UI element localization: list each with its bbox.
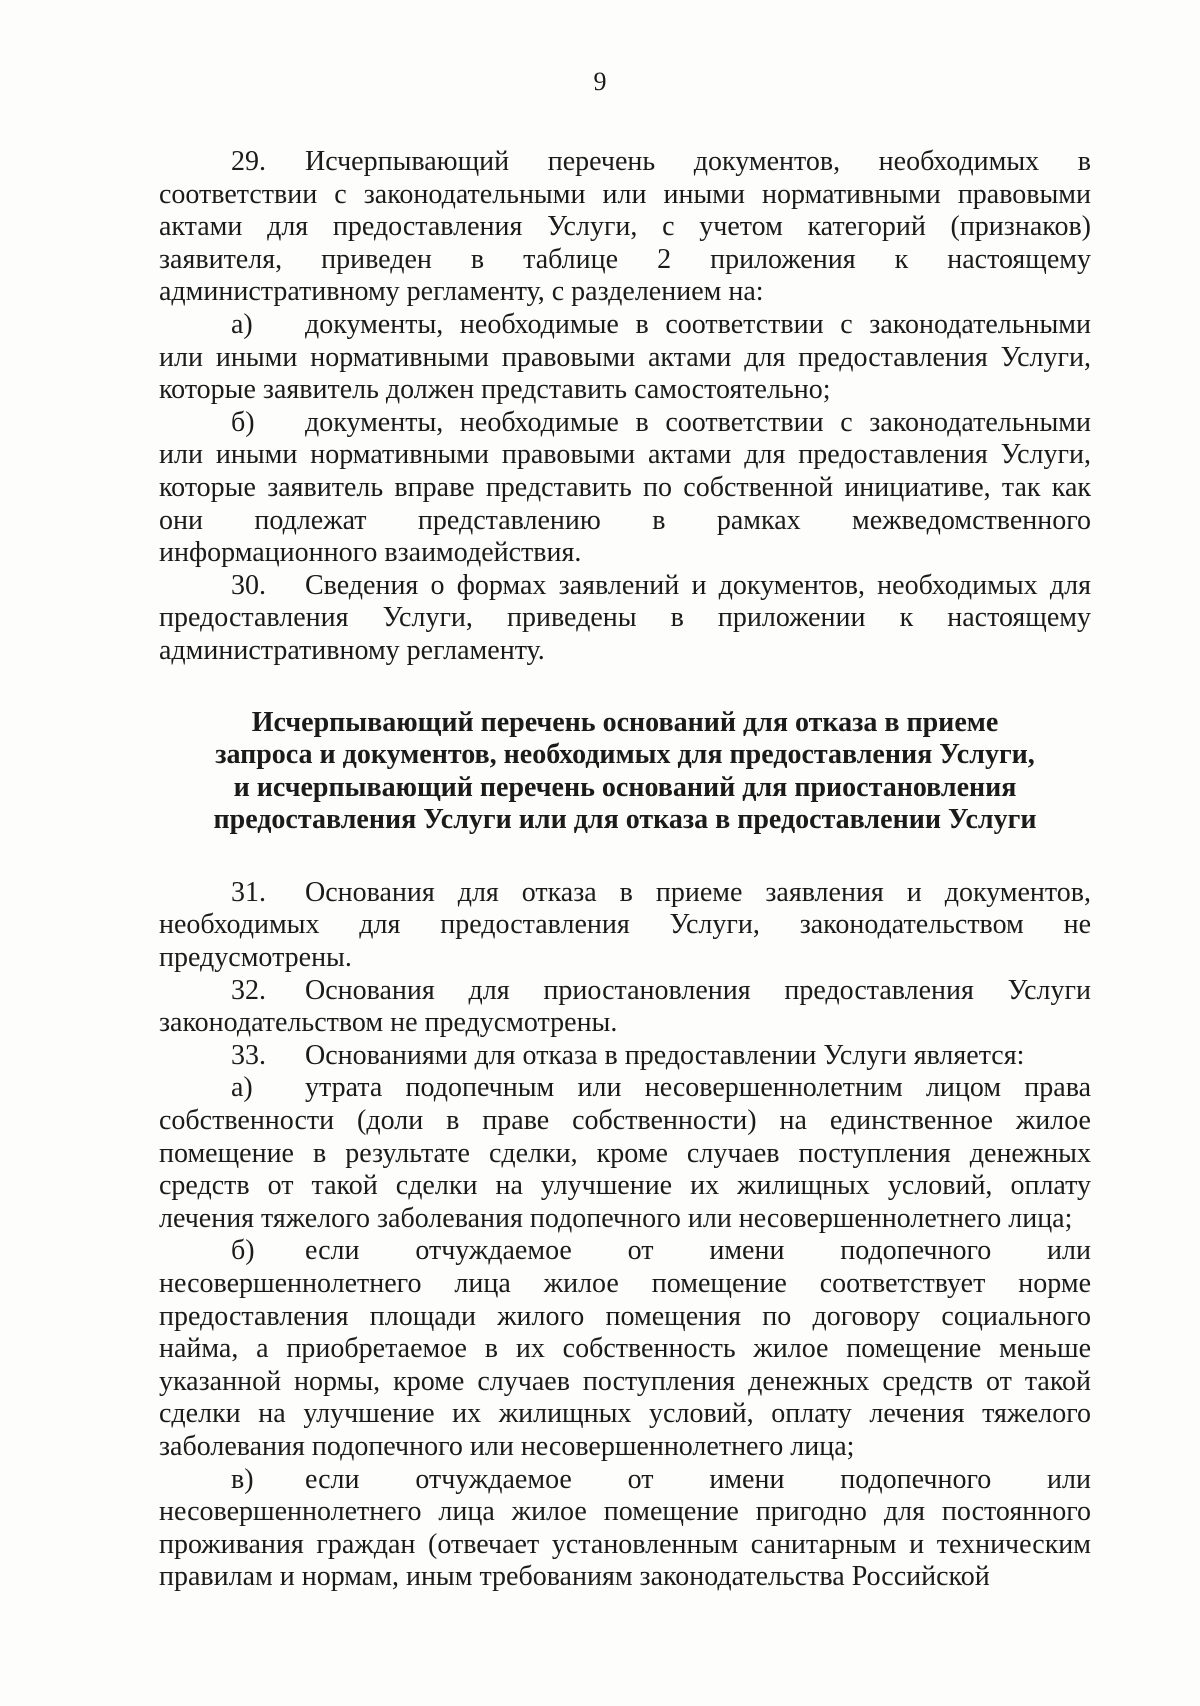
- paragraph-text: Основания для отказа в приеме заявления и документов, необходимых для предоставления Услуги, законодательством не предусмотрены.: [159, 876, 1091, 974]
- paragraph-33-b: [159, 1235, 1091, 1463]
- paragraph-33-v: [159, 1464, 1091, 1594]
- paragraph-text: утрата подопечным или несовершеннолетним лицом права собственности (доли в праве собственности) на единственное жилое помещение в результате сделки, кроме случаев поступления денежных средств от такой сделки на улучшение их жилищных условий, оплату лечения тяжелого заболевания подопечного или несовершеннолетнего лица;: [159, 1072, 1091, 1234]
- paragraph-number: 30.: [231, 569, 266, 601]
- paragraph-text: Основания для приостановления предоставления Услуги законодательством не предусмотрены.: [159, 974, 1091, 1039]
- list-marker: б): [231, 406, 255, 438]
- list-marker: в): [231, 1463, 254, 1495]
- paragraph-33: [159, 1040, 1091, 1073]
- paragraph-number: 29.: [231, 146, 266, 177]
- paragraph-text: Исчерпывающий перечень документов, необходимых в соответствии с законодательными или иными нормативными правовыми актами для предоставления Услуги, с учетом категорий (признаков) заявителя, приведен в таблице 2 приложения к настоящему административному регламенту, с разделением на:: [159, 146, 1091, 308]
- page-number: 9: [593, 67, 607, 96]
- paragraph-text: документы, необходимые в соответствии с законодательными или иными нормативными правовыми актами для предоставления Услуги, которые заявитель вправе представить по собственной инициативе, так как они подлежат представлению в рамках межведомственного информационного взаимодействия.: [159, 406, 1091, 569]
- paragraph-text: документы, необходимые в соответствии с законодательными или иными нормативными правовыми актами для предоставления Услуги, которые заявитель должен представить самостоятельно;: [159, 308, 1091, 406]
- list-marker: б): [231, 1235, 255, 1267]
- paragraph-number: 31.: [231, 876, 266, 908]
- paragraph-text: если отчуждаемое от имени подопечного или несовершеннолетнего лица жилое помещение соответствует норме предоставления площади жилого помещения по договору социального найма, а приобретаемое в их собственность жилое помещение меньше указанной нормы, кроме случаев поступления денежных средств от такой сделки на улучшение их жилищных условий, оплату лечения тяжелого заболевания подопечного или несовершеннолетнего лица;: [159, 1235, 1091, 1462]
- paragraph-32: [159, 975, 1091, 1040]
- paragraph-33-a: [159, 1072, 1091, 1235]
- list-marker: а): [231, 308, 253, 340]
- paragraph-number: 32.: [231, 974, 266, 1006]
- paragraph-29-a: [159, 309, 1091, 407]
- paragraph-number: 33.: [231, 1039, 266, 1071]
- paragraph-31: [159, 877, 1091, 975]
- section-heading: Исчерпывающий перечень оснований для отказа в приеме запроса и документов, необходимых для предоставления Услуги, и исчерпывающий перечень оснований для приостановления предоставления Услуги или для отказа в предоставлении Услуги: [213, 706, 1037, 836]
- spacer: [159, 837, 1091, 877]
- paragraph-30: [159, 570, 1091, 668]
- spacer: [159, 668, 1091, 707]
- list-marker: а): [231, 1072, 253, 1104]
- page-content: [159, 146, 1091, 1594]
- paragraph-29-b: [159, 407, 1091, 570]
- paragraph-text: если отчуждаемое от имени подопечного или несовершеннолетнего лица жилое помещение пригодно для постоянного проживания граждан (отвечает установленным санитарным и техническим правилам и нормам, иным требованиям законодательства Российской: [159, 1463, 1091, 1593]
- paragraph-text: Сведения о формах заявлений и документов, необходимых для предоставления Услуги, приведены в приложении к настоящему административному регламенту.: [159, 569, 1091, 666]
- paragraph-29: [159, 146, 1091, 309]
- paragraph-text: Основаниями для отказа в предоставлении Услуги является:: [305, 1039, 1025, 1071]
